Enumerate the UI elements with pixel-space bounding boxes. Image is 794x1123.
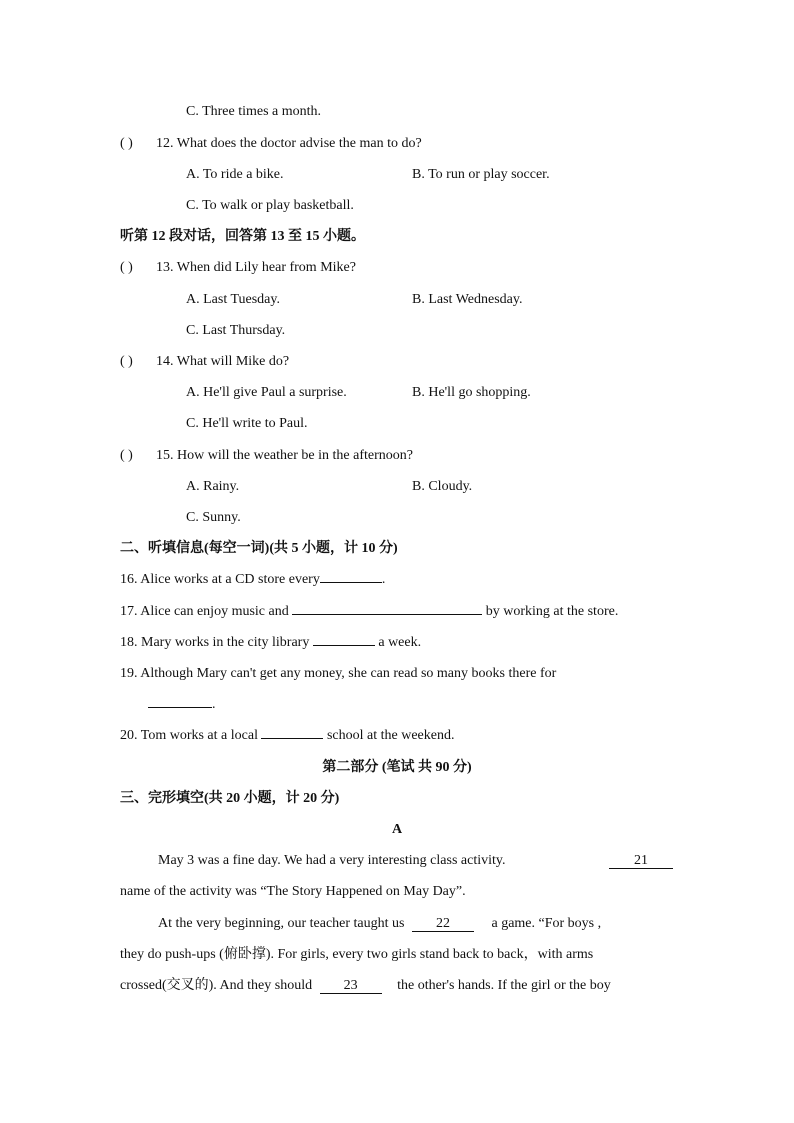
q16-answer-blank[interactable] [320,582,382,583]
answer-paren[interactable]: ( ) [120,136,133,151]
q16-text: 16. Alice works at a CD store every [120,572,320,587]
passage-text: crossed(交叉的). And they should [120,978,313,993]
q17-line [120,603,618,621]
cloze-blank-number: 21 [609,854,673,869]
q13-question [120,259,356,277]
q12-option-c: C. To walk or play basketball. [186,198,354,213]
q17-answer-blank[interactable] [292,614,482,615]
cloze-blank-22[interactable]: 22 [412,917,474,932]
q20-answer-blank[interactable] [261,738,323,739]
q19-line: 19. Although Mary can't get any money, she can read so many books there for [120,666,557,681]
cloze-blank-21[interactable] [609,852,673,870]
section-3-heading: 三、完形填空(共 20 小题，计 20 分) [120,791,340,806]
passage-line-1 [158,852,505,870]
passage-text: May 3 was a fine day. We had a very interesting class activity. [158,853,506,868]
q20-end: school at the weekend. [326,728,455,743]
q19-end: . [212,697,216,712]
q15-stem: 15. How will the weather be in the afternoon? [156,448,413,463]
section-2-heading: 二、听填信息(每空一词)(共 5 小题，计 10 分) [120,541,398,556]
answer-paren[interactable]: ( ) [120,260,133,275]
q18-end: a week. [378,635,422,650]
q14-option-c: C. He'll write to Paul. [186,416,308,431]
passage-line-4: they do push-ups (俯卧撑). For girls, every two girls stand back to back，with arms [120,947,594,962]
q18-line [120,634,421,652]
passage-text: a game. “For boys , [491,916,602,931]
q12-option-b: B. To run or play soccer. [412,167,550,182]
q14-question [120,353,289,371]
q15-option-c: C. Sunny. [186,510,241,525]
q16-line [120,571,385,589]
q16-end: . [381,572,386,587]
q18-answer-blank[interactable] [313,645,375,646]
answer-paren[interactable]: ( ) [120,354,133,369]
cloze-blank-23[interactable]: 23 [320,979,382,994]
q13-option-a: A. Last Tuesday. [186,292,280,307]
q15-question [120,447,413,465]
q14-option-b: B. He'll go shopping. [412,385,531,400]
q17-text: 17. Alice can enjoy music and [120,604,289,619]
q17-end: by working at the store. [485,604,619,619]
part-2-heading: 第二部分 (笔试 共 90 分) [322,760,472,775]
passage-label: A [391,822,403,837]
passage-text: At the very beginning, our teacher taught us [158,916,405,931]
q18-text: 18. Mary works in the city library [120,635,310,650]
q15-option-a: A. Rainy. [186,479,240,494]
q14-stem: 14. What will Mike do? [156,354,290,369]
q20-line [120,727,454,745]
q15-option-b: B. Cloudy. [412,479,473,494]
answer-paren[interactable]: ( ) [120,448,133,463]
q19-answer-blank[interactable] [148,707,212,708]
q14-option-a: A. He'll give Paul a surprise. [186,385,347,400]
q12-option-a: A. To ride a bike. [186,167,284,182]
passage-text: the other's hands. If the girl or the boy [397,978,611,993]
q12-stem: 12. What does the doctor advise the man to do? [156,136,422,151]
q13-option-b: B. Last Wednesday. [412,292,523,307]
q11-option-c: C. Three times a month. [186,104,322,119]
q13-option-c: C. Last Thursday. [186,323,286,338]
passage-line-2: name of the activity was “The Story Happened on May Day”. [120,884,466,899]
q20-text: 20. Tom works at a local [120,728,258,743]
listening-section-instruction: 听第 12 段对话，回答第 13 至 15 小题。 [120,229,365,244]
passage-line-5 [120,977,611,995]
q12-question [120,135,422,153]
q19-line-2 [148,696,216,714]
q13-stem: 13. When did Lily hear from Mike? [156,260,356,275]
passage-line-3 [158,915,601,933]
